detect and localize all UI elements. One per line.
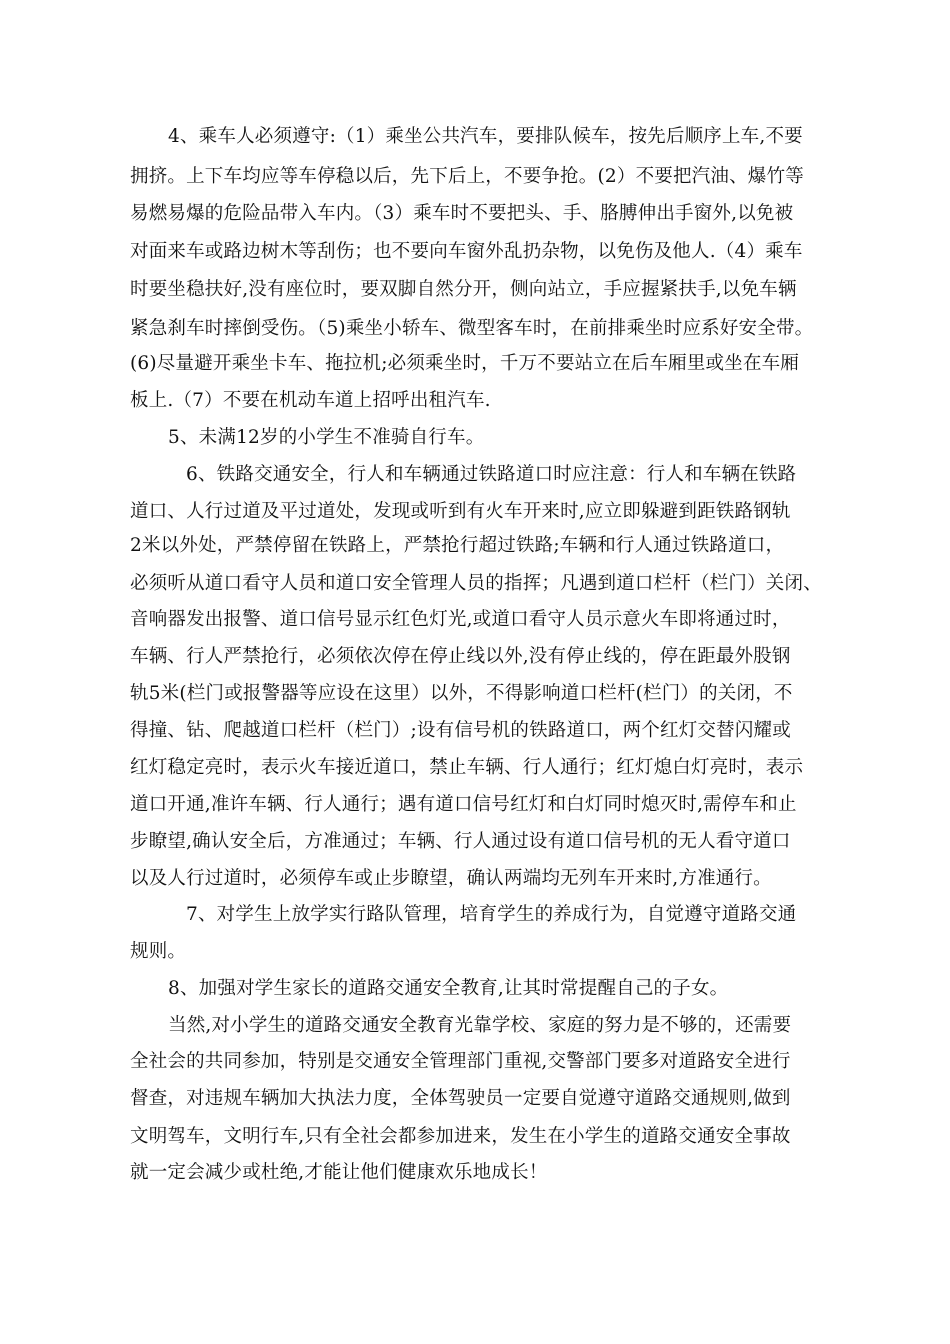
paragraph-conclusion-line-1: 当然,对小学生的道路交通安全教育光靠学校、家庭的努力是不够的，还需要 (168, 1015, 792, 1036)
paragraph-rule-4-line-5: 时要坐稳扶好,没有座位时，要双脚自然分开，侧向站立，手应握紧扶手,以免车辆 (130, 279, 797, 300)
paragraph-rule-6-line-8: 得撞、钻、爬越道口栏杆（栏门）;设有信号机的铁路道口，两个红灯交替闪耀或 (130, 720, 791, 741)
paragraph-rule-4-line-3: 易燃易爆的危险品带入车内。（3）乘车时不要把头、手、胳膊伸出手窗外,以免被 (130, 203, 794, 224)
paragraph-rule-6-line-6: 车辆、行人严禁抢行，必须依次停在停止线以外,没有停止线的，停在距最外股钢 (130, 646, 791, 667)
paragraph-rule-8-line-1: 8、加强对学生家长的道路交通安全教育,让其时常提醒自己的子女。 (168, 978, 729, 999)
paragraph-rule-4-line-1: 4、乘车人必须遵守:（1）乘坐公共汽车，要排队候车，按先后顺序上车,不要 (168, 126, 803, 147)
paragraph-rule-6-line-11: 步瞭望,确认安全后，方准通过；车辆、行人通过设有道口信号机的无人看守道口 (130, 831, 791, 852)
paragraph-rule-6-line-2: 道口、人行过道及平过道处，发现或听到有火车开来时,应立即躲避到距铁路钢轨 (130, 501, 791, 522)
paragraph-rule-6-line-12: 以及人行过道时，必须停车或止步瞭望，确认两端均无列车开来时,方准通行。 (130, 868, 772, 889)
paragraph-conclusion-line-4: 文明驾车，文明行车,只有全社会都参加进来，发生在小学生的道路交通安全事故 (130, 1126, 791, 1147)
paragraph-rule-6-line-7: 轨5米(栏门或报警器等应设在这里）以外，不得影响道口栏杆(栏门）的关闭，不 (130, 683, 793, 704)
paragraph-rule-4-line-6: 紧急刹车时摔倒受伤。（5)乘坐小轿车、微型客车时，在前排乘坐时应系好安全带。 (130, 318, 814, 339)
paragraph-rule-6-line-5: 音响器发出报警、道口信号显示红色灯光,或道口看守人员示意火车即将通过时， (130, 609, 791, 630)
paragraph-conclusion-line-5: 就一定会减少或杜绝,才能让他们健康欢乐地成长！ (130, 1162, 548, 1183)
paragraph-rule-4-line-2: 拥挤。上下车均应等车停稳以后，先下后上，不要争抢。(2）不要把汽油、爆竹等 (130, 166, 804, 187)
paragraph-rule-4-line-4: 对面来车或路边树木等刮伤；也不要向车窗外乱扔杂物，以免伤及他人.（4）乘车 (130, 241, 803, 262)
paragraph-rule-4-line-7: (6)尽量避开乘坐卡车、拖拉机;必须乘坐时，千万不要站立在后车厢里或坐在车厢 (130, 353, 800, 374)
paragraph-conclusion-line-3: 督查，对违规车辆加大执法力度，全体驾驶员一定要自觉遵守道路交通规则,做到 (130, 1088, 791, 1109)
paragraph-conclusion-line-2: 全社会的共同参加，特别是交通安全管理部门重视,交警部门要多对道路安全进行 (130, 1051, 791, 1072)
paragraph-rule-6-line-9: 红灯稳定亮时，表示火车接近道口，禁止车辆、行人通行；红灯熄白灯亮时，表示 (130, 757, 804, 778)
paragraph-rule-5-line-1: 5、未满12岁的小学生不准骑自行车。 (168, 427, 485, 448)
paragraph-rule-6-line-10: 道口开通,准许车辆、行人通行；遇有道口信号红灯和白灯同时熄灭时,需停车和止 (130, 794, 797, 815)
paragraph-rule-4-line-8: 板上.（7）不要在机动车道上招呼出租汽车. (130, 390, 491, 411)
paragraph-rule-7-line-2: 规则。 (130, 941, 187, 962)
paragraph-rule-7-line-1: 7、对学生上放学实行路队管理，培育学生的养成行为，自觉遵守道路交通 (186, 904, 797, 925)
paragraph-rule-6-line-3: 2米以外处，严禁停留在铁路上，严禁抢行超过铁路;车辆和行人通过铁路道口， (130, 535, 785, 556)
paragraph-rule-6-line-1: 6、铁路交通安全，行人和车辆通过铁路道口时应注意：行人和车辆在铁路 (186, 464, 797, 485)
paragraph-rule-6-line-4: 必须听从道口看守人员和道口安全管理人员的指挥；凡遇到道口栏杆（栏门）关闭、 (130, 573, 822, 594)
